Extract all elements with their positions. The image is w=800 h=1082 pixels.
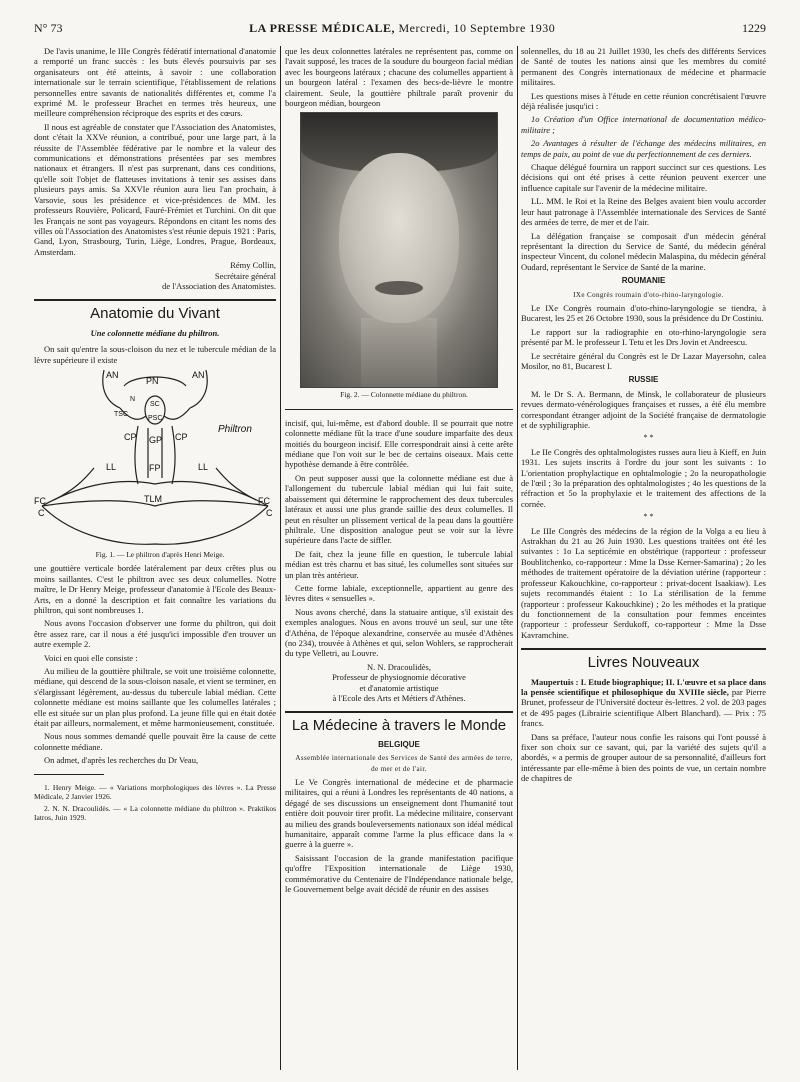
column-3 [521, 46, 766, 1082]
congress-title: IXe Congrès roumain d'oto-rhino-laryngologie. [573, 290, 724, 299]
body-para: La délégation française se composait d'un médecin général représentant la direction du Service de Santé, du médecin général inspecteur Vincent, du colonel médecin Malaspina, du médecin général Oudard, représentant le Service de Santé de la marine. [521, 230, 766, 272]
diagram-label: AN [192, 369, 205, 380]
footnote: 2. N. N. Dracoulidès. — « La colonnette médiane du philtron ». Praktikos Iatros, Juin 1929. [34, 803, 276, 822]
divider [285, 409, 513, 410]
diagram-label: N [130, 395, 136, 403]
figure-1-caption: Fig. 1. — Le philtron d'après Henri Meige. [95, 549, 225, 559]
body-para: Nous avons l'occasion d'observer une forme du philtron, qui doit être assez rare, car il nous a été jusqu'ici impossible d'en trouver un autre exemple 2. [34, 618, 276, 650]
issue-number: N° 73 [34, 20, 63, 35]
page-header [34, 20, 766, 36]
body-para: Saisissant l'occasion de la grande manifestation pacifique qu'offre l'Exposition internationale de Liège 1930, commémorative du Centenaire de l'Indépendance nationale belge, le Gouvernement belge avait décidé de réunir en des assises [285, 852, 513, 895]
body-para: On peut supposer aussi que la colonnette médiane est due à l'allongement du tubercule labial médian qui lui fait suite, abaissement qui détermine le rapprochement des deux tubercules latéraux et aussi une plus grande saillie des deux columelles. Il peut en résulter un plissement vertical de la peau dans la gouttière philtrale. Une disposition analogue peut se voir sur la lèvre supérieure dans l'acte de siffler. [285, 472, 513, 546]
body-para: incisif, qui, lui-même, est d'abord double. Il se pourrait que notre colonnette médiane fût la trace d'une soudure imparfaite des deux moitiés du bourgeon incisif. Elle correspondrait ainsi à cette arête médiane que l'on voit sur le bec de certains oiseaux. Mais cette hypothèse demande à être contrôlée. [285, 417, 513, 470]
book-title: Maupertuis : I. Etude biographique; II. L'œuvre et sa place dans la pensée scientifique et philosophique du XVIIIe siècle, [521, 676, 766, 697]
body-para: 2o Avantages à résulter de l'échange des médecins militaires, en temps de paix, au point de vue du perfectionnement de ces derniers. [521, 138, 766, 159]
body-para: une gouttière verticale bordée latéralement par deux crêtes plus ou moins saillantes. C'est le philtron avec ses deux columelles. Notre maître, le Dr Henry Meige, professeur d'anatomie à l'Ecole des Beaux-Arts, en a donné la description et fait connaître les variations du philtron, qui sont nombreuses 1. [34, 563, 276, 615]
diagram-label: FC [34, 495, 46, 506]
diagram-label: LL [198, 461, 209, 472]
separator-stars: * * [643, 433, 654, 443]
assembly-title: Assemblée internationale des Services de Santé des armées de terre, de mer et de l'air. [295, 754, 513, 773]
diagram-label: GP [149, 434, 163, 445]
issue-date: Mercredi, 10 Septembre 1930 [398, 20, 556, 35]
country-heading: BELGIQUE [378, 739, 420, 749]
divider [34, 299, 276, 301]
body-para: solennelles, du 18 au 21 Juillet 1930, les chefs des différents Services de Santé de toutes les nations ainsi que les membres du comité permanent des Congrès internationaux de médecine et pharmacie militaires. [521, 46, 766, 88]
body-para: 1o Création d'un Office international de documentation médico-militaire ; [521, 114, 766, 135]
body-para: Au milieu de la gouttière philtrale, se voit une troisième colonnette, médiane, qui descend de la sous-cloison nasale, et vient se terminer, en s'élargissant légèrement, au-dessus du tubercule labial médian. Cette colonnette médiane est moins saillante que les columelles latérales ; elle est située sur un plan plus profond. La jeune fille qui en était dotée était par ailleurs, normalement, et même harmonieusement, constituée. [34, 666, 276, 729]
footnote-rule [34, 774, 104, 775]
body-para: Le rapport sur la radiographie en oto-rhino-laryngologie sera présenté par M. le professeur I. Tetu et les Drs Jovin et Andreescu. [521, 326, 766, 348]
diagram-label: FC [258, 495, 270, 506]
diagram-label: C [266, 507, 273, 518]
body-para: M. le Dr S. A. Bermann, de Minsk, le collaborateur de plusieurs revues dermato-vénérologiques françaises et russes, a été élu membre correspondant étranger adjoint de la Société française de dermatologie et de syphiligraphie. [521, 388, 766, 430]
body-para: Dans sa préface, l'auteur nous confie les raisons qui l'ont poussé à fixer son choix sur ce savant, qui, par la variété des sujets qu'il a abordés, « a permis de grouper autour de sa personnalité, d'ailleurs fort intéressante par elle-même à bien des points de vue, un certain nombre de chapitres de [521, 731, 766, 784]
signature-role: et d'anatomie artistique [359, 682, 439, 693]
section-title-livres: Livres Nouveaux [587, 654, 700, 672]
signature-dracoulides [285, 662, 513, 704]
diagram-label: CP [124, 431, 137, 442]
column-rule-1 [280, 46, 281, 1070]
body-para: Le Ve Congrès international de médecine et de pharmacie militaires, qui a réuni à Londres les représentants de 40 nations, a dégagé de ses discussions un enseignement dont l'humanité tout entière doit pouvoir tirer profit. La médecine militaire, conservant au milieu des grands bouleversements nationaux son idéal médical humanitaire, apparaît comme l'arme la plus efficace dans la « guerre à la guerre ». [285, 777, 513, 850]
journal-title: LA PRESSE MÉDICALE, [249, 20, 396, 35]
diagram-label: CP [175, 431, 188, 442]
body-para: Chaque délégué fournira un rapport succinct sur ces questions. Les décisions qui ont été prises à cette réunion peuvent exercer une influence capitale sur l'avenir de la médecine militaire. [521, 162, 766, 193]
diagram-line [42, 506, 268, 544]
body-para: Le IIIe Congrès des médecins de la région de la Volga a eu lieu à Astrakhan du 21 au 26 Juin 1930. Les questions traitées ont été les suivantes : 1o La septicémie en obstétrique (rapporteur : professeur Boublitchenko, co-rapporteur : Mme la Dsse Kerner-Samarina) ; 2o les méthodes de traitement opératoire de la déviation utérine (rapporteur : professeur Kakouchkine, co-rapporteur : privat-docent Isaakiaw). Les sujets recommandés étaient : 1o La stérilisation de la femme (rapporteur : professeur Kakouchkine) ; 2o les méthodes et la pratique du fonctionnement de la consultation pour femmes enceintes (rapporteur : professeur Serdukoff, co-rapporteur : Mme la Dsse Kavramchine. [521, 525, 766, 640]
signature-role: Professeur de physiognomie décorative [332, 672, 466, 683]
column-2 [285, 46, 513, 1082]
signature-name: Rémy Collin, [230, 260, 276, 271]
diagram-line [216, 468, 256, 500]
signature-role: Secrétaire général [214, 270, 276, 281]
diagram-label: C [38, 507, 45, 518]
country-heading: ROUMANIE [621, 276, 666, 286]
body-para: LL. MM. le Roi et la Reine des Belges avaient bien voulu accorder leur haut patronage à l'Assemblée internationale des Services de Santé des armées de terre, de mer et de l'air. [521, 196, 766, 228]
body-para: Nous avons cherché, dans la statuaire antique, s'il existait des exemples analogues. Nous en avons trouvé un seul, sur une tête d'Athéna, de l'époque alexandrine, conservée au musée d'Athènes (no 234), trouvée à Athènes et qui, selon Wohlers, se rapprocherait du type Velletri, au Louvre. [285, 606, 513, 659]
diagram-label: SC [150, 400, 160, 408]
diagram-label: LL [106, 461, 117, 472]
footnote: 1. Henry Meige. — « Variations morphologiques des lèvres ». La Presse Médicale, 2 Janvier 1926. [34, 782, 276, 801]
divider [285, 711, 513, 713]
intro-para-1: De l'avis unanime, le IIIe Congrès fédératif international d'anatomie a remporté un franc succès : les buts élevés poursuivis par ses organisateurs ont été atteints, à savoir : une collaboration internationale sur le terrain scientifique, l'établissement de relations personnelles entre savants de nationalités différentes et, comme l'a exprimé M. le professeur Brachet en termes très heureux, une meilleure compréhension réciproque des esprits et des cœurs. [34, 46, 276, 119]
diagram-line [164, 408, 190, 419]
diagram-label: PN [146, 375, 159, 386]
section-subtitle: Une colonnette médiane du philtron. [90, 327, 220, 338]
body-para: Voici en quoi elle consiste : [44, 652, 138, 663]
body-para: Le IIe Congrès des ophtalmologistes russes aura lieu à Kieff, en Juin 1931. Les sujets inscrits à l'ordre du jour sont les suivants : 1o L'orientation prophylactique en ophtalmologie ; 2o la neuropathologie de l'œil ; 3o la préparation des ophtalmologistes ; 4o les questions de la réfraction et 5o la prophylaxie et le traitement des affections de la cornée. [521, 446, 766, 509]
body-para: Cette forme labiale, exceptionnelle, appartient au genre des lèvres dites « sensuelles ». [285, 582, 513, 604]
diagram-label: FP [149, 462, 161, 473]
book-details: par Pierre Brunet, professeur de l'Université docteur ès-lettres. 2 vol. de 203 pages et de 495 pages (Librairie scientifique Albert Blanchard). — Prix : 75 francs. [521, 686, 766, 729]
signature-collin [34, 260, 276, 291]
diagram-label: TSC [114, 410, 128, 418]
section-title-anatomie: Anatomie du Vivant [90, 305, 220, 323]
figure-2-photo [300, 112, 498, 388]
book-entry [521, 677, 766, 729]
philtrum-diagram [34, 368, 276, 548]
diagram-line [54, 468, 94, 500]
diagram-label: Philtron [218, 423, 252, 435]
body-para: Les questions mises à l'étude en cette réunion concrétisaient l'œuvre déjà réalisée jusqu'ici : [521, 90, 766, 112]
body-para: De fait, chez la jeune fille en question, le tubercule labial médian est très charnu et bas situé, les columelles sont situées sur un plan très antérieur. [285, 548, 513, 580]
photo-face [339, 153, 459, 323]
body-para: Le secrétaire général du Congrès est le Dr Lazar Mayersohn, calea Mosilor, no 81, Bucarest I. [521, 350, 766, 371]
country-heading: RUSSIE [628, 375, 659, 385]
journal-line [249, 21, 555, 36]
column-1 [34, 46, 276, 1082]
section-intro: On sait qu'entre la sous-cloison du nez et le tubercule médian de la lèvre supérieure il existe [34, 344, 276, 365]
separator-stars: * * [643, 512, 654, 522]
body-para: On admet, d'après les recherches du Dr Veau, [44, 755, 199, 766]
divider [521, 648, 766, 650]
diagram-label: TLM [144, 493, 162, 504]
signature-role: de l'Association des Anatomistes. [162, 280, 276, 291]
diagram-label: AN [106, 369, 119, 380]
signature-name: N. N. Dracoulidès, [367, 661, 431, 672]
photo-neck [361, 318, 437, 388]
page-number: 1229 [741, 20, 766, 35]
diagram-label: PSC [148, 414, 163, 422]
signature-role: à l'Ecole des Arts et Métiers d'Athènes. [332, 693, 466, 703]
intro-para-2: Il nous est agréable de constater que l'Association des Anatomistes, dont c'était la XXVe réunion, a contribué, pour une large part, à la réussite de l'Assemblée fédérative par le nombre et la valeur des communications et démonstrations présentées par ses membres nationaux et étrangers. Il n'est pas surprenant, dans ces conditions, qu'elle soit l'objet de flatteuses invitations à tenir ses assises dans plusieurs pays amis. Sa XXVIe réunion aura lieu l'an prochain, à Varsovie, sous les présidence et vice-présidences de MM. les professeurs Rouvière, Policard, Fauré-Frémiet et Turchini. On dit que les Français ne sont pas voyageurs. Répondons en citant les noms des villes où l'Association des Anatomistes s'est réunie depuis 1921 : Paris, Gand, Lyon, Strasbourg, Turin, Liège, Londres, Prague, Bordeaux, Amsterdam. [34, 121, 276, 257]
figure-2-caption: Fig. 2. — Colonnette médiane du philtron. [340, 390, 468, 400]
body-para: Nous nous sommes demandé quelle pouvait être la cause de cette colonnette médiane. [34, 731, 276, 752]
section-title-medecine: La Médecine à travers le Monde [291, 717, 507, 735]
column-rule-2 [517, 46, 518, 1070]
body-para: Le IXe Congrès roumain d'oto-rhino-laryngologie se tiendra, à Bucarest, les 25 et 26 Octobre 1930, sous la présidence du Dr Costiniu. [521, 302, 766, 324]
body-para: que les deux colonnettes latérales ne représentent pas, comme on l'avait supposé, les traces de la soudure du bourgeon facial médian avec les bourgeons latéraux ; chacune des columelles appartient à un bourgeon latéral : l'examen des becs-de-lièvre le montre clairement. Seule, la gouttière philtrale paraît provenir du bourgeon médian, bourgeon [285, 46, 513, 109]
